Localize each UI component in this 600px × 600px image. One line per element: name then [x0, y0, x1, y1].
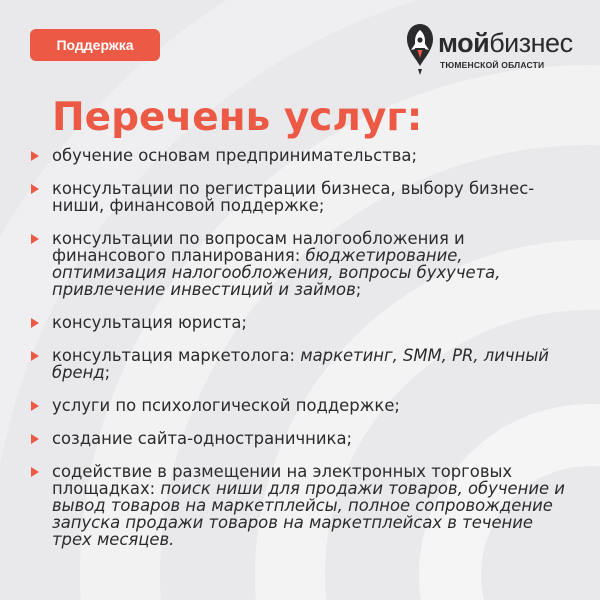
list-item-detail: маркетинг, SMM, PR, личный бренд	[52, 346, 549, 382]
list-item-text: консультации по вопросам налогообложения и финансового планирования:	[52, 229, 465, 265]
triangle-right-icon	[30, 467, 40, 477]
list-item-text: консультация маркетолога:	[52, 346, 296, 365]
list-item-end: ;	[104, 363, 111, 382]
services-list	[30, 147, 575, 564]
list-item	[30, 314, 575, 331]
list-item-detail: поиск ниши для продажи товаров, обучение и вывод товаров на маркетплейсы, полное сопровождение запуска продажи товаров на маркетплейсах в течение трех месяцев.	[52, 479, 565, 549]
triangle-right-icon	[30, 234, 40, 244]
triangle-right-icon	[30, 434, 40, 444]
logo-subtitle: ТЮМЕНСКОЙ ОБЛАСТИ	[440, 60, 545, 70]
list-item	[30, 230, 575, 298]
page-title: Перечень услуг:	[52, 95, 423, 140]
logo-wordmark	[438, 28, 573, 58]
triangle-right-icon	[30, 351, 40, 361]
list-item	[30, 430, 575, 447]
logo-wordmark-bold: мой	[438, 28, 490, 58]
list-item	[30, 147, 575, 164]
triangle-right-icon	[30, 184, 40, 194]
triangle-right-icon	[30, 401, 40, 411]
list-item-text: содействие в размещении на электронных торговых площадках:	[52, 462, 513, 498]
triangle-right-icon	[30, 318, 40, 328]
rocket-pin-icon	[404, 22, 436, 76]
list-item-text: обучение основам предпринимательства;	[52, 146, 417, 165]
category-badge-label: Поддержка	[56, 37, 134, 53]
list-item-text: консультация юриста;	[52, 313, 247, 332]
list-item	[30, 397, 575, 414]
list-item-text: создание сайта-одностраничника;	[52, 429, 353, 448]
list-item	[30, 463, 575, 548]
logo-wordmark-regular: бизнес	[489, 28, 573, 58]
brand-logo	[404, 22, 584, 80]
list-item-text: консультации по регистрации бизнеса, выбору бизнес-ниши, финансовой поддержке;	[52, 179, 535, 215]
list-item-end: ;	[355, 280, 362, 299]
triangle-right-icon	[30, 151, 40, 161]
list-item-detail: бюджетирование, оптимизация налогообложения, вопросы бухучета, привлечение инвестиций и займов	[52, 246, 501, 299]
list-item	[30, 347, 575, 381]
list-item-text: услуги по психологической поддержке;	[52, 396, 400, 415]
list-item	[30, 180, 575, 214]
category-badge	[30, 29, 160, 61]
